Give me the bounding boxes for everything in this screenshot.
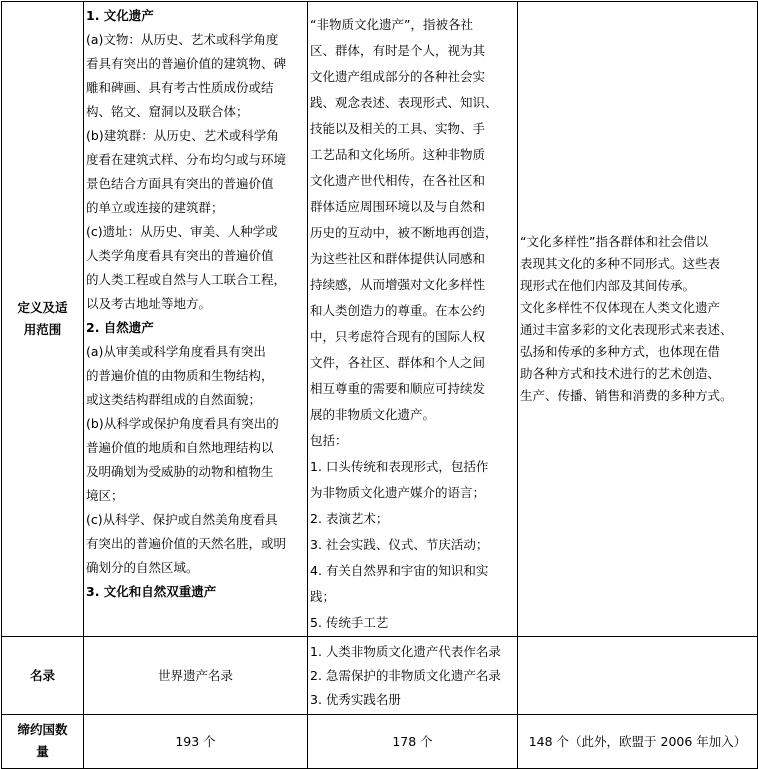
col1-line: 以及考古地址等地方。 [86,296,212,311]
col2-line: 中，只考虑符合现有的国际人权 [310,329,486,344]
lists-line: 2. 急需保护的非物质文化遗产名录 [310,667,501,683]
col2-line: 3. 社会实践、仪式、节庆活动； [310,537,489,552]
world-heritage-definition-text [86,2,305,604]
col3-line: 现形式在他们内部及其间传承。 [520,278,696,293]
col2-line: 5. 传统手工艺 [310,615,389,630]
col1-line: (c)从科学、保护或自然美角度看具 [86,512,278,527]
col2-line: 包括： [310,433,348,448]
col2-line: “非物质文化遗产”，指被各社 [310,17,473,32]
cultural-diversity-definition-text [520,231,755,407]
col2-line: 展的非物质文化遗产。 [310,407,436,422]
cultural-diversity-definition-cell [518,2,758,637]
col1-line: 构、铭文、窟洞以及联合体； [86,104,249,119]
col1-line: 普遍价值的地质和自然地理结构以 [86,440,274,455]
col2-line: 为非物质文化遗产媒介的语言； [310,485,486,500]
definition-header: 定义及适用范围 [2,2,84,637]
cultural-diversity-count: 148 个（此外，欧盟于 2006 年加入） [518,715,758,769]
col1-line: 看具有突出的普遍价值的建筑物、碑 [86,56,287,71]
col2-line: 文化遗产组成部分的各种社会实 [310,69,486,84]
col2-line: 文化遗产世代相传，在各社区和 [310,173,486,188]
col1-line: 3. 文化和自然双重遗产 [86,584,217,599]
col2-line: 持续感，从而增强对文化多样性 [310,277,486,292]
col1-line: 的普遍价值的由物质和生物结构， [86,368,274,383]
col2-line: 践、观念表述、表现形式、知识、 [310,95,498,110]
col1-line: 雕和碑画、具有考古性质成份或结 [86,80,274,95]
col1-line: 2. 自然遗产 [86,320,154,335]
col1-line: 1. 文化遗产 [86,8,154,23]
col2-line: 技能以及相关的工具、实物、手 [310,121,486,136]
col1-line: 境区； [86,488,124,503]
col2-line: 为这些社区和群体提供认同感和 [310,251,486,266]
col1-line: 有突出的普遍价值的天然名胜，或明 [86,536,287,551]
comparison-table [1,1,758,769]
col1-line: 人类学角度看具有突出的普遍价值 [86,248,274,263]
col2-line: 相互尊重的需要和顺应可持续发 [310,381,486,396]
col2-line: 群体适应周围环境以及与自然和 [310,199,486,214]
col1-line: (b)从科学或保护角度看具有突出的 [86,416,279,431]
intangible-heritage-count: 178 个 [308,715,518,769]
col1-line: 及明确划为受威胁的动物和植物生 [86,464,274,479]
intangible-heritage-lists [308,637,518,715]
col2-line: 践； [310,589,336,604]
col2-line: 历史的互动中，被不断地再创造， [310,225,498,240]
list-header: 名录 [2,637,84,715]
lists-line: 1. 人类非物质文化遗产代表作名录 [310,643,501,659]
states-parties-header: 缔约国数量 [2,715,84,769]
col1-line: (c)遗址：从历史、审美、人种学或 [86,224,278,239]
col1-line: (a)文物：从历史、艺术或科学角度 [86,32,279,47]
col1-line: 的人类工程或自然与人工联合工程， [86,272,287,287]
col1-line: 景色结合方面具有突出的普遍价值 [86,176,274,191]
world-heritage-definition-cell [84,2,308,637]
col1-line: 或这类结构群组成的自然面貌； [86,392,262,407]
col2-line: 2. 表演艺术； [310,511,389,526]
col2-line: 文件，各社区、群体和个人之间 [310,355,486,370]
col1-line: (b)建筑群：从历史、艺术或科学角 [86,128,279,143]
col3-line: “文化多样性”指各群体和社会借以 [520,234,708,249]
states-parties-row [2,715,758,769]
col1-line: 度看在建筑式样、分布均匀或与环境 [86,152,287,167]
col3-line: 表现其文化的多种不同形式。这些表 [520,256,721,271]
col3-line: 弘扬和传承的多种方式，也体现在借 [520,344,721,359]
intangible-heritage-definition-text [310,2,515,636]
world-heritage-list: 世界遗产名录 [84,637,308,715]
intangible-heritage-definition-cell [308,2,518,637]
col3-line: 助各种方式和技术进行的艺术创造、 [520,366,721,381]
col3-line: 生产、传播、销售和消费的多种方式。 [520,388,733,403]
col2-line: 4. 有关自然界和宇宙的知识和实 [310,563,489,578]
col2-line: 和人类创造力的尊重。在本公约 [310,303,486,318]
world-heritage-count: 193 个 [84,715,308,769]
lists-line: 3. 优秀实践名册 [310,691,401,707]
definition-row [2,2,758,637]
col2-line: 区、群体，有时是个人，视为其 [310,43,486,58]
col1-line: 确划分的自然区域。 [86,560,199,575]
col2-line: 1. 口头传统和表现形式，包括作 [310,459,489,474]
col3-line: 文化多样性不仅体现在人类文化遗产 [520,300,721,315]
col2-line: 工艺品和文化场所。这种非物质 [310,147,486,162]
list-row [2,637,758,715]
col1-line: (a)从审美或科学角度看具有突出 [86,344,266,359]
cultural-diversity-list [518,637,758,715]
col1-line: 的单立或连接的建筑群； [86,200,224,215]
col3-line: 通过丰富多彩的文化表现形式来表述、 [520,322,733,337]
